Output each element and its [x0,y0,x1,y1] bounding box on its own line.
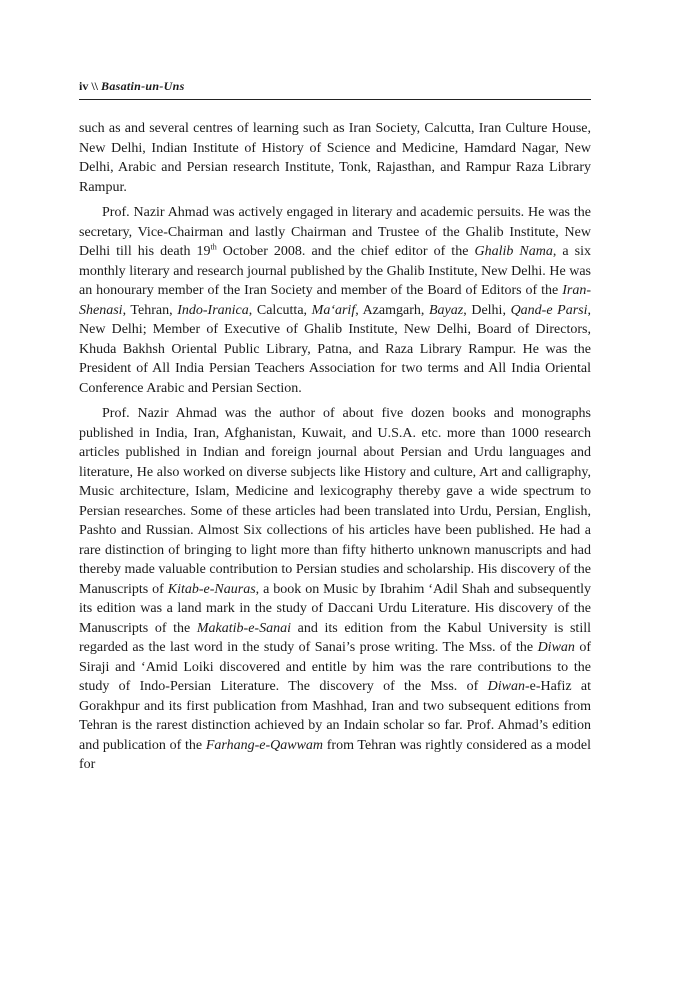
text-run: and its edition from the Kabul University is still regarded as the last word in the study of Sanai’s prose writing. The Mss. of the [79,620,591,655]
text-run: , Calcutta, [248,302,312,318]
paragraph-1 [79,119,591,197]
text-run: , a six monthly literary and research journal published by the Ghalib Institute, New Delhi. He was an honourary member of the Iran Society and member of the Board of Editors of the [79,244,591,298]
text-run: Prof. Nazir Ahmad was the author of about five dozen books and monographs published in India, Iran, Afghanistan, Kuwait, and U.S.A. etc. more than 1000 research articles published in Indian and foreign journal about Persian and Urdu languages and literature, He also worked on diverse subjects like History and culture, Art and calligraphy, Music architecture, Islam, Medicine and lexicography thereby gave a wide spectrum to Persian researches. Some of these articles had been translated into Urdu, Persian, English, Pashto and Russian. Almost Six collections of his articles have been published. He had a rare distinction of bringing to light more than fifty hitherto unknown manuscripts and had thereby made valuable contribution to Persian studies and scholarship. His discovery of the Manuscripts of [79,406,591,597]
text-run: such as and several centres of learning such as Iran Society, Calcutta, Iran Culture House, New Delhi, Indian Institute of History of Science and Medicine, Hamdard Nagar, New Delhi, Arabic and Persian research Institute, Tonk, Rajasthan, and Rampur Raza Library Rampur. [79,121,591,195]
text-run: , Azamgarh, [355,302,429,318]
italic-title: Iran-Shenasi [79,283,591,318]
text-run: from Tehran was rightly considered as a model for [79,737,591,772]
text-run: e-Hafiz at Gorakhpur and its first publication from Mashhad, Iran and two subsequent editions from Tehran is the rarest distinction achieved by an Indain scholar so far. Prof. Ahmad’s edition and publication of the [79,679,591,753]
text-run: , Delhi, [463,302,511,318]
italic-title: Indo-Iranica [177,302,249,318]
italic-title: Bayaz [429,302,464,318]
header-separator: \\ [91,79,99,93]
page-number: iv [79,79,89,93]
text-run: , Tehran, [122,302,178,318]
text-run: of Siraji and ‘Amid Loiki discovered and entitle by him was the rare contributions to the study of Indo-Persian Literature. The discovery of the Mss. of [79,640,591,694]
italic-title: Makatib-e-Sanai [196,620,291,636]
italic-title: Qand-e Parsi [510,302,588,318]
italic-title: Diwan- [487,679,530,694]
body-text [79,119,591,775]
italic-title: Diwan [537,640,575,655]
italic-title: Ma‘arif [311,302,356,318]
running-title: Basatin-un-Uns [101,79,185,93]
paragraph-2 [79,203,591,398]
text-run: October 2008. and the chief editor of the [216,244,475,259]
running-header [79,79,591,100]
paragraph-3 [79,404,591,775]
text-run: , a book on Music by Ibrahim ‘Adil Shah and subsequently its edition was a land mark in the study of Daccani Urdu Literature. His discovery of the Manuscripts of the [79,581,591,636]
italic-title: Kitab-e-Nauras [167,581,256,597]
italic-title: Ghalib Nama [474,244,553,259]
superscript-text: th [210,242,217,252]
italic-title: Farhang-e-Qawwam [205,737,324,753]
text-run: , New Delhi; Member of Executive of Ghalib Institute, New Delhi, Board of Directors, Khuda Bakhsh Oriental Public Library, Patna, and Raza Library Rampur. He was the President of All India Persian Teachers Association for two terms and All India Oriental Conference Arabic and Persian Section. [79,302,592,396]
text-run: Prof. Nazir Ahmad was actively engaged in literary and academic persuits. He was the secretary, Vice-Chairman and lastly Chairman and Trustee of the Ghalib Institute, New Delhi till his death 19 [79,205,591,259]
